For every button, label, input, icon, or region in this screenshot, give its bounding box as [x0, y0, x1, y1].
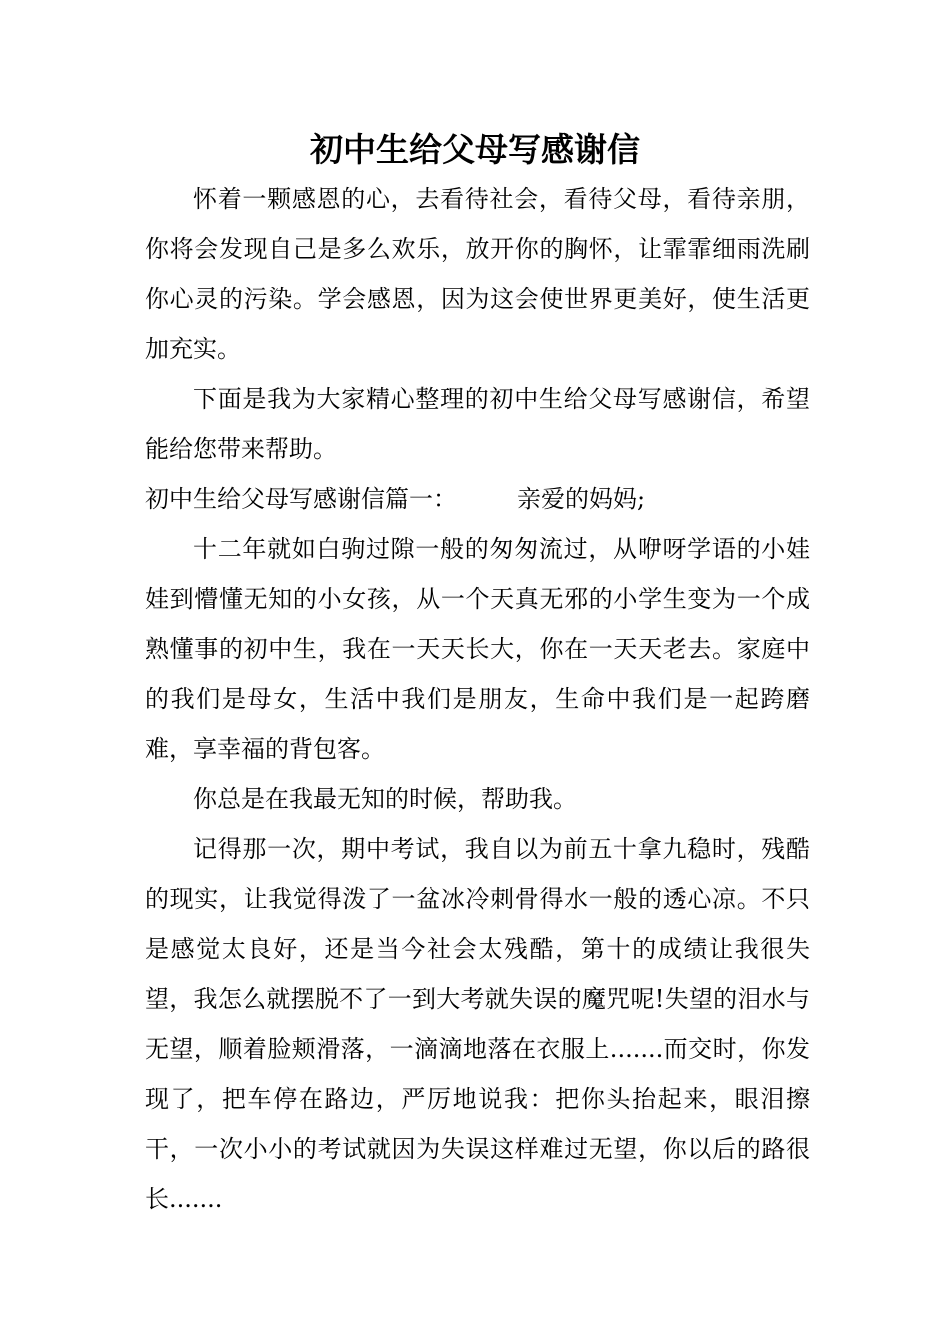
salutation: 亲爱的妈妈; [517, 485, 646, 513]
letter-paragraph: 记得那一次，期中考试，我自以为前五十拿九稳时，残酷的现实，让我觉得泼了一盆冰冷刺骨得水一般的透心凉。不只是感觉太良好，还是当今社会太残酷，第十的成绩让我很失望，我怎么就摆脱不了一到大考就失误的魔咒呢!失望的泪水与无望，顺着脸颊滑落，一滴滴地落在衣服上.......而交时，你发现了，把车停在路边，严厉地说我：把你头抬起来，眼泪擦干，一次小小的考试就因为失误这样难过无望，你以后的路很长....... [145, 835, 810, 1213]
intro-paragraph: 下面是我为大家精心整理的初中生给父母写感谢信，希望能给您带来帮助。 [145, 385, 810, 463]
letter-paragraph: 十二年就如白驹过隙一般的匆匆流过，从咿呀学语的小娃娃到懵懂无知的小女孩，从一个天真无邪的小学生变为一个成熟懂事的初中生，我在一天天长大，你在一天天老去。家庭中的我们是母女，生活中我们是朋友，生命中我们是一起跨磨难，享幸福的背包客。 [145, 535, 810, 763]
section-heading-line [145, 474, 810, 524]
document-body [145, 174, 810, 1224]
section-heading: 初中生给父母写感谢信篇一： [145, 485, 457, 513]
letter-paragraph: 你总是在我最无知的时候，帮助我。 [193, 785, 577, 813]
intro-paragraph: 怀着一颗感恩的心，去看待社会，看待父母，看待亲朋，你将会发现自己是多么欢乐，放开你的胸怀，让霏霏细雨洗刷你心灵的污染。学会感恩，因为这会使世界更美好，使生活更加充实。 [145, 185, 810, 363]
document-title: 初中生给父母写感谢信 [310, 130, 640, 169]
